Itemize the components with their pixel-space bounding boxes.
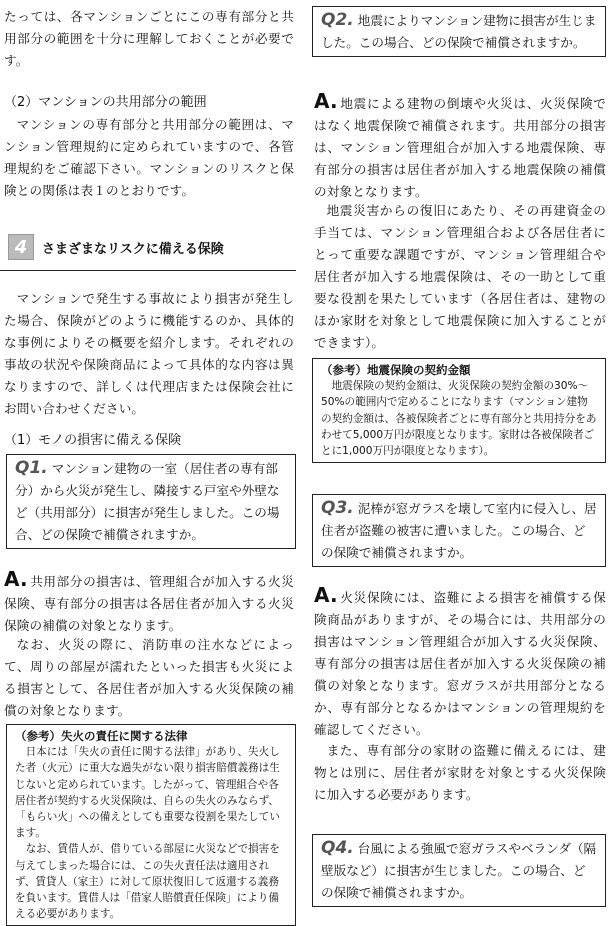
section-title: さまざまなリスクに備える保険 [42,241,224,257]
answer-a1-note: なお、火災の際に、消防車の注水などによって、周りの部屋が濡れたといった損害も火災による損害として、各居住者が加入する火災保険の補償の対象となります。 [4,637,294,718]
subsection-heading-2: （2）マンションの共用部分の範囲 [4,95,207,110]
answer-a3 [314,584,606,741]
answer-a2 [314,90,606,203]
reference-box-earthquake [312,358,606,463]
section-text: マンションで発生する事故により損害が発生した場合、保険がどのように機能するのか、具体的な事例によりその概要を紹介します。それぞれの事故の状況や保険商品によって具体的な内容は異なりますので、詳しくは代理店または保険会社にお問い合わせください。 [4,291,294,416]
q3-label: Q3. [321,498,354,518]
question-box-q3 [312,494,606,567]
answer-a3-note: また、専有部分の家財の盗難に備えるには、建物とは別に、居住者が家財を対象とする火災保険に加入する必要があります。 [314,743,606,802]
a1-label: A. [4,567,28,591]
ref2-title: （参考）地震保険の契約金額 [321,363,471,377]
a1-text: 共用部分の損害は、管理組合が加入する火災保険、専有部分の損害は各居住者が加入する火災保険の補償の対象となります。 [4,574,294,633]
q1-text: マンション建物の一室（居住者の専有部分）から火災が発生し、隣接する戸室や外壁など（共用部分）に損害が発生しました。この場合、どの保険で補償されますか。 [15,461,280,542]
q1-label: Q1. [15,458,48,478]
a3-text: 火災保険には、盗難による損害を補償する保険商品がありますが、その場合には、共用部分の損害はマンション管理組合が加入する火災保険、専有部分の損害は居住者が加入する火災保険の補償の対象となります。窓ガラスが共用部分となるか、専有部分となるかはマンションの管理規約を確認してください。 [314,590,606,737]
section-number-icon: 4 [8,234,34,260]
intro-text: たっては、各マンションごとにこの専有部分と共用部分の範囲を十分に理解しておくことが必要です。 [4,9,294,68]
q4-label: Q4. [321,838,354,858]
q2-label: Q2. [321,10,354,30]
section-heading [8,234,224,260]
ref1-title: （参考）失火の責任に関する法律 [15,729,188,743]
a3-label: A. [314,583,338,607]
question-box-q2 [312,6,606,57]
answer-a2-note: 地震災害からの復旧にあたり、その再建資金の手当ては、マンション管理組合および各居住者にとって重要な課題ですが、マンション管理組合や居住者が加入する地震保険は、その一助として重要な役割を果たしています（各居住者は、建物のほか家財を対象として地震保険に加入することができます）。 [314,203,606,350]
q4-text: 台風による強風で窓ガラスやベランダ（隔壁版など）に損害が生じました。この場合、どの保険で補償されますか。 [321,841,597,900]
question-box-q4 [312,834,606,907]
question-box-q1 [6,454,296,549]
subsection-2-text: マンションの専有部分と共用部分の範囲は、マンション管理規約に定められていますので、各管理規約をご確認下さい。マンションのリスクと保険との関係は表１のとおりです。 [4,117,294,198]
ref1-paragraph-2: なお、賃借人が、借りている部屋に火災などで損害を与えてしまった場合には、この失火責任法は適用されず、賃貸人（家主）に対して原状復旧して返還する義務を負います。賃借人は「借家人賠償責任保険」により備える必要があります。 [15,843,280,921]
reference-box-fire-law [6,724,296,926]
answer-a1 [4,568,294,637]
a2-text: 地震による建物の倒壊や火災は、火災保険ではなく地震保険で補償されます。共用部分の損害は、マンション管理組合が加入する地震保険、専有部分の損害は居住者が加入する地震保険の補償の対象となります。 [314,96,606,199]
a2-label: A. [314,89,338,113]
ref2-paragraph-1: 地震保険の契約金額は、火災保険の契約金額の30%～50%の範囲内で定めることになります（マンション建物の契約金額は、各被保険者ごとに専有部分と共用持分をあわせて5,000万円が限度となります。家財は各被保険者ごとに1,000万円が限度となります）。 [321,380,597,458]
ref1-paragraph-1: 日本には「失火の責任に関する法律」があり、失火した者（火元）に重大な過失がない限り損害賠償義務は生じないと定められています。したがって、管理組合や各居住者が契約する火災保険は、自らの失火のみならず、「もらい火」への備えとしても重要な役割を果たしています。 [15,746,280,840]
q2-text: 地震によりマンション建物に損害が生じました。この場合、どの保険で補償されますか。 [321,13,597,50]
section-divider [0,270,296,271]
subsection-heading-1: （1）モノの損害に備える保険 [4,433,182,448]
q3-text: 泥棒が窓ガラスを壊して室内に侵入し、居住者が盗難の被害に遭いました。この場合、どの保険で補償されますか。 [321,501,597,560]
